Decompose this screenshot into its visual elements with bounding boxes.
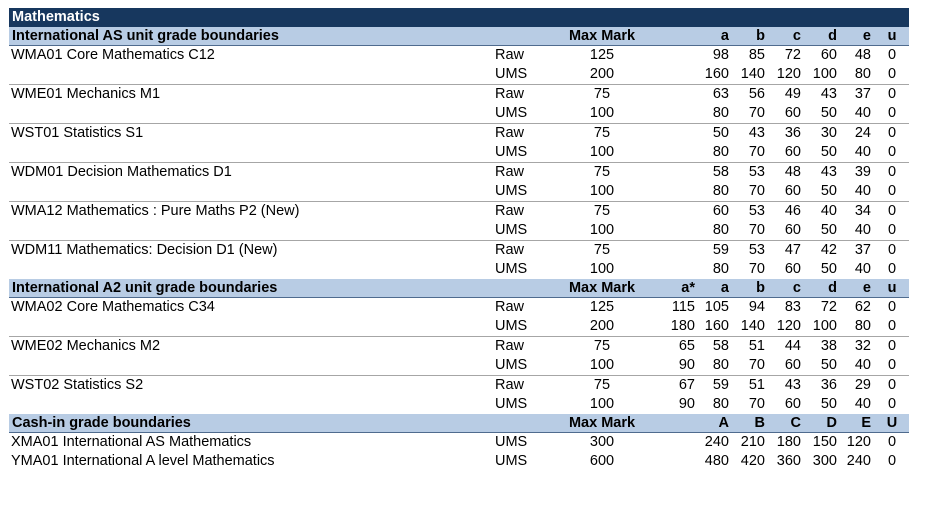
- grade-boundary: 30: [820, 125, 837, 141]
- max-mark: 100: [589, 261, 615, 277]
- table-row: [9, 376, 909, 396]
- grade-boundary: 50: [805, 182, 841, 202]
- table-row: [9, 85, 909, 105]
- grade-header: a: [699, 27, 733, 46]
- grade-boundary: 40: [841, 356, 875, 376]
- grade-boundary: [657, 221, 699, 241]
- grade-boundary: 80: [712, 396, 729, 412]
- grade-boundary: 80: [699, 104, 733, 124]
- mark-type: UMS: [495, 356, 547, 376]
- mark-type: Raw: [495, 47, 525, 63]
- grade-boundary: 0: [875, 182, 909, 202]
- grade-boundary: [657, 260, 699, 279]
- section-header-title: Cash-in grade boundaries: [9, 414, 547, 433]
- max-mark: 125: [589, 47, 615, 63]
- mark-type: UMS: [495, 396, 528, 412]
- grade-header: U: [875, 414, 909, 433]
- max-mark: 125: [589, 299, 615, 315]
- grade-boundary: 50: [805, 356, 841, 376]
- max-mark: 100: [547, 143, 657, 163]
- grade-boundary: 80: [699, 143, 733, 163]
- mark-type: UMS: [495, 104, 547, 124]
- grade-boundary: 94: [748, 299, 765, 315]
- grade-boundary: 50: [820, 261, 837, 277]
- grade-boundary: 40: [854, 396, 871, 412]
- grade-boundary: 50: [820, 396, 837, 412]
- grade-boundary: 63: [712, 86, 729, 102]
- grade-boundary: 40: [841, 104, 875, 124]
- section-header-title: International AS unit grade boundaries: [9, 27, 547, 46]
- grade-header: e: [841, 279, 875, 298]
- unit-name: WMA01 Core Mathematics C12: [11, 47, 215, 63]
- mark-type: Raw: [495, 164, 525, 180]
- unit-name: [9, 221, 495, 241]
- grade-boundary: 0: [887, 338, 897, 354]
- table-row: [9, 260, 909, 279]
- unit-name: WDM11 Mathematics: Decision D1 (New): [11, 242, 278, 258]
- grade-boundary: 53: [748, 203, 765, 219]
- section-header-row: [9, 27, 909, 46]
- grade-boundary: 105: [704, 299, 729, 315]
- table-row: [9, 221, 909, 241]
- grade-boundary: 360: [776, 453, 801, 469]
- grade-boundary: 80: [699, 182, 733, 202]
- grade-boundary: 180: [657, 317, 699, 337]
- grade-boundary: [657, 143, 699, 163]
- grade-boundary: [657, 202, 699, 222]
- max-mark: 75: [593, 338, 611, 354]
- table-row: [9, 337, 909, 357]
- max-mark: 75: [593, 377, 611, 393]
- grade-boundary: 80: [699, 356, 733, 376]
- grade-header: c: [769, 279, 805, 298]
- table-row: [9, 143, 909, 163]
- grade-boundary: 51: [748, 338, 765, 354]
- unit-name: WDM01 Decision Mathematics D1: [11, 164, 232, 180]
- grade-boundary: [657, 452, 699, 471]
- grade-boundary: 0: [887, 125, 897, 141]
- grade-boundary: 120: [846, 434, 871, 450]
- grade-boundary: 46: [784, 203, 801, 219]
- grade-boundary: 0: [887, 377, 897, 393]
- grade-boundary: 40: [841, 221, 875, 241]
- grade-boundary: 50: [805, 221, 841, 241]
- unit-name: WST02 Statistics S2: [11, 377, 144, 393]
- grade-boundary: 34: [854, 203, 871, 219]
- grade-boundary: 60: [784, 396, 801, 412]
- grade-boundary: 90: [678, 396, 695, 412]
- grade-boundary: 72: [820, 299, 837, 315]
- grade-boundary: 0: [875, 221, 909, 241]
- grade-boundary: 50: [712, 125, 729, 141]
- table-row: [9, 356, 909, 376]
- max-mark-header: Max Mark: [547, 27, 657, 46]
- grade-boundary: 70: [733, 104, 769, 124]
- grade-boundary: 59: [712, 377, 729, 393]
- max-mark-header: Max Mark: [547, 414, 657, 433]
- max-mark: 200: [547, 317, 657, 337]
- table-row: [9, 433, 909, 453]
- section-header-row: [9, 279, 909, 298]
- grade-boundary: 60: [769, 182, 805, 202]
- grade-boundary: 140: [733, 317, 769, 337]
- grade-boundary: 29: [854, 377, 871, 393]
- grade-boundary: [657, 241, 699, 261]
- grade-boundary: 160: [699, 65, 733, 85]
- grade-boundary: 0: [875, 317, 909, 337]
- grade-boundary: 56: [748, 86, 765, 102]
- table-row: [9, 124, 909, 144]
- grade-boundary: 43: [784, 377, 801, 393]
- max-mark: 600: [589, 453, 615, 469]
- grade-boundary: [657, 182, 699, 202]
- grade-boundary: 0: [875, 143, 909, 163]
- max-mark: 75: [593, 86, 611, 102]
- unit-name: [9, 395, 495, 414]
- grade-boundary: 80: [712, 261, 729, 277]
- grade-boundary: [657, 124, 699, 144]
- mark-type: Raw: [495, 242, 525, 258]
- unit-name: XMA01 International AS Mathematics: [11, 434, 252, 450]
- grade-boundary: 39: [854, 164, 871, 180]
- grade-boundary: 98: [712, 47, 729, 63]
- grade-boundary: 0: [875, 65, 909, 85]
- mark-type: UMS: [495, 434, 528, 450]
- grade-header: C: [769, 414, 805, 433]
- table-row: [9, 104, 909, 124]
- grade-header: u: [875, 279, 909, 298]
- mark-type: UMS: [495, 317, 547, 337]
- unit-name: WME02 Mechanics M2: [11, 338, 161, 354]
- grade-boundary: 0: [887, 203, 897, 219]
- grade-boundary: 0: [887, 47, 897, 63]
- grade-header: A: [699, 414, 733, 433]
- grade-boundary: 70: [733, 221, 769, 241]
- unit-name: [9, 260, 495, 279]
- max-mark: 100: [547, 221, 657, 241]
- grade-boundary: 100: [805, 65, 841, 85]
- table-row: [9, 46, 909, 66]
- grade-boundary: 72: [784, 47, 801, 63]
- table-row: [9, 298, 909, 318]
- table-row: [9, 395, 909, 414]
- grade-boundary: 70: [733, 143, 769, 163]
- unit-name: WMA12 Mathematics : Pure Maths P2 (New): [11, 203, 300, 219]
- mark-type: Raw: [495, 203, 525, 219]
- grade-boundary: 43: [820, 164, 837, 180]
- mark-type: UMS: [495, 261, 528, 277]
- grade-boundary: 37: [854, 242, 871, 258]
- grade-boundary: 47: [784, 242, 801, 258]
- grade-boundary: 0: [887, 453, 897, 469]
- grade-boundary: 44: [784, 338, 801, 354]
- table-row: [9, 163, 909, 183]
- grade-boundary: [657, 104, 699, 124]
- grade-boundary: 240: [704, 434, 729, 450]
- grade-boundary: 180: [776, 434, 801, 450]
- grade-header: a*: [657, 279, 699, 298]
- grade-boundary: 49: [784, 86, 801, 102]
- unit-name: [9, 356, 495, 376]
- unit-name: [9, 143, 495, 163]
- grade-boundary: 40: [841, 143, 875, 163]
- grade-boundary: 420: [740, 453, 765, 469]
- grade-boundary: 48: [784, 164, 801, 180]
- grade-boundary: [657, 65, 699, 85]
- grade-boundary: 150: [812, 434, 837, 450]
- mark-type: Raw: [495, 299, 525, 315]
- grade-header: b: [733, 27, 769, 46]
- grade-header: d: [805, 27, 841, 46]
- section-header-row: [9, 414, 909, 433]
- grade-boundary: 210: [740, 434, 765, 450]
- grade-header: B: [733, 414, 769, 433]
- grade-boundary: 70: [733, 356, 769, 376]
- grade-boundary: 60: [769, 104, 805, 124]
- max-mark: 100: [589, 396, 615, 412]
- grade-boundary: 115: [671, 299, 695, 315]
- grade-boundary: 43: [748, 125, 765, 141]
- unit-name: [9, 182, 495, 202]
- grade-boundary: 53: [748, 242, 765, 258]
- grade-boundary: 80: [841, 65, 875, 85]
- table-row: [9, 182, 909, 202]
- unit-name: WST01 Statistics S1: [11, 125, 144, 141]
- grade-boundary: 0: [875, 104, 909, 124]
- grade-boundary: 140: [733, 65, 769, 85]
- grade-boundary: 58: [712, 164, 729, 180]
- mark-type: UMS: [495, 143, 547, 163]
- grade-header: E: [841, 414, 875, 433]
- grade-boundaries-table: [9, 8, 909, 471]
- grade-boundary: [657, 433, 699, 453]
- grade-boundary: 85: [748, 47, 765, 63]
- grade-header: [657, 27, 699, 46]
- max-mark: 300: [589, 434, 615, 450]
- grade-boundary: 58: [712, 338, 729, 354]
- grade-boundary: 40: [841, 182, 875, 202]
- max-mark: 200: [547, 65, 657, 85]
- grade-boundary: 90: [657, 356, 699, 376]
- grade-boundary: 51: [748, 377, 765, 393]
- max-mark: 100: [547, 356, 657, 376]
- grade-boundary: 60: [769, 143, 805, 163]
- grade-boundary: 24: [854, 125, 871, 141]
- grade-boundary: 60: [769, 356, 805, 376]
- grade-boundary: 0: [887, 261, 897, 277]
- grade-boundary: 60: [784, 261, 801, 277]
- grade-boundary: 42: [820, 242, 837, 258]
- grade-boundary: 65: [678, 338, 695, 354]
- grade-boundary: 38: [820, 338, 837, 354]
- grade-boundary: [657, 46, 699, 66]
- mark-type: Raw: [495, 338, 525, 354]
- grade-boundary: 120: [769, 317, 805, 337]
- unit-name: [9, 65, 495, 85]
- grade-boundary: 0: [887, 242, 897, 258]
- grade-boundary: 43: [820, 86, 837, 102]
- section-title-row: [9, 8, 909, 27]
- grade-boundary: 60: [712, 203, 729, 219]
- grade-boundary: 53: [748, 164, 765, 180]
- unit-name: YMA01 International A level Mathematics: [11, 453, 275, 469]
- grade-boundary: 0: [887, 434, 897, 450]
- grade-boundary: 32: [854, 338, 871, 354]
- table-row: [9, 65, 909, 85]
- max-mark: 75: [593, 242, 611, 258]
- max-mark: 75: [593, 203, 611, 219]
- grade-boundary: 48: [854, 47, 871, 63]
- grade-boundary: 240: [846, 453, 871, 469]
- grade-boundary: 37: [854, 86, 871, 102]
- grade-boundary: 70: [733, 182, 769, 202]
- grade-header: D: [805, 414, 841, 433]
- max-mark: 100: [547, 104, 657, 124]
- table-row: [9, 317, 909, 337]
- mark-type: Raw: [495, 86, 525, 102]
- table-row: [9, 452, 909, 471]
- grade-boundary: 0: [887, 86, 897, 102]
- grade-header: [657, 414, 699, 433]
- grade-boundary: 0: [875, 356, 909, 376]
- grade-boundary: 40: [820, 203, 837, 219]
- grade-boundary: 70: [748, 261, 765, 277]
- grade-boundary: 70: [748, 396, 765, 412]
- grade-boundary: 480: [704, 453, 729, 469]
- mark-type: UMS: [495, 182, 547, 202]
- grade-boundary: [657, 85, 699, 105]
- mark-type: UMS: [495, 65, 547, 85]
- max-mark: 75: [593, 125, 611, 141]
- grade-boundary: 36: [820, 377, 837, 393]
- unit-name: WME01 Mechanics M1: [11, 86, 161, 102]
- grade-boundary: [657, 163, 699, 183]
- grade-boundary: 36: [784, 125, 801, 141]
- mark-type: Raw: [495, 125, 525, 141]
- grade-header: a: [699, 279, 733, 298]
- grade-boundary: 40: [854, 261, 871, 277]
- grade-boundary: 67: [678, 377, 695, 393]
- grade-header: d: [805, 279, 841, 298]
- max-mark: 75: [593, 164, 611, 180]
- grade-boundary: 60: [769, 221, 805, 241]
- mark-type: UMS: [495, 453, 528, 469]
- unit-name: WMA02 Core Mathematics C34: [11, 299, 215, 315]
- grade-boundary: 0: [887, 396, 897, 412]
- grade-boundary: 300: [812, 453, 837, 469]
- grade-header: b: [733, 279, 769, 298]
- section-header-title: International A2 unit grade boundaries: [9, 279, 547, 298]
- grade-boundary: 50: [805, 143, 841, 163]
- grade-header: u: [875, 27, 909, 46]
- grade-boundary: 59: [712, 242, 729, 258]
- table-row: [9, 241, 909, 261]
- grade-boundary: 0: [887, 164, 897, 180]
- unit-name: [9, 104, 495, 124]
- grade-boundary: 160: [699, 317, 733, 337]
- table-row: [9, 202, 909, 222]
- grade-boundary: 62: [854, 299, 871, 315]
- grade-boundary: 100: [805, 317, 841, 337]
- max-mark-header: Max Mark: [547, 279, 657, 298]
- grade-boundary: 80: [699, 221, 733, 241]
- grade-boundary: 50: [805, 104, 841, 124]
- mark-type: Raw: [495, 377, 525, 393]
- page-title: Mathematics: [9, 8, 909, 27]
- grade-boundary: 60: [820, 47, 837, 63]
- grade-header: e: [841, 27, 875, 46]
- grade-header: c: [769, 27, 805, 46]
- grade-boundary: 80: [841, 317, 875, 337]
- grade-boundary: 83: [784, 299, 801, 315]
- mark-type: UMS: [495, 221, 547, 241]
- max-mark: 100: [547, 182, 657, 202]
- unit-name: [9, 317, 495, 337]
- grade-boundary: 120: [769, 65, 805, 85]
- grade-boundary: 0: [887, 299, 897, 315]
